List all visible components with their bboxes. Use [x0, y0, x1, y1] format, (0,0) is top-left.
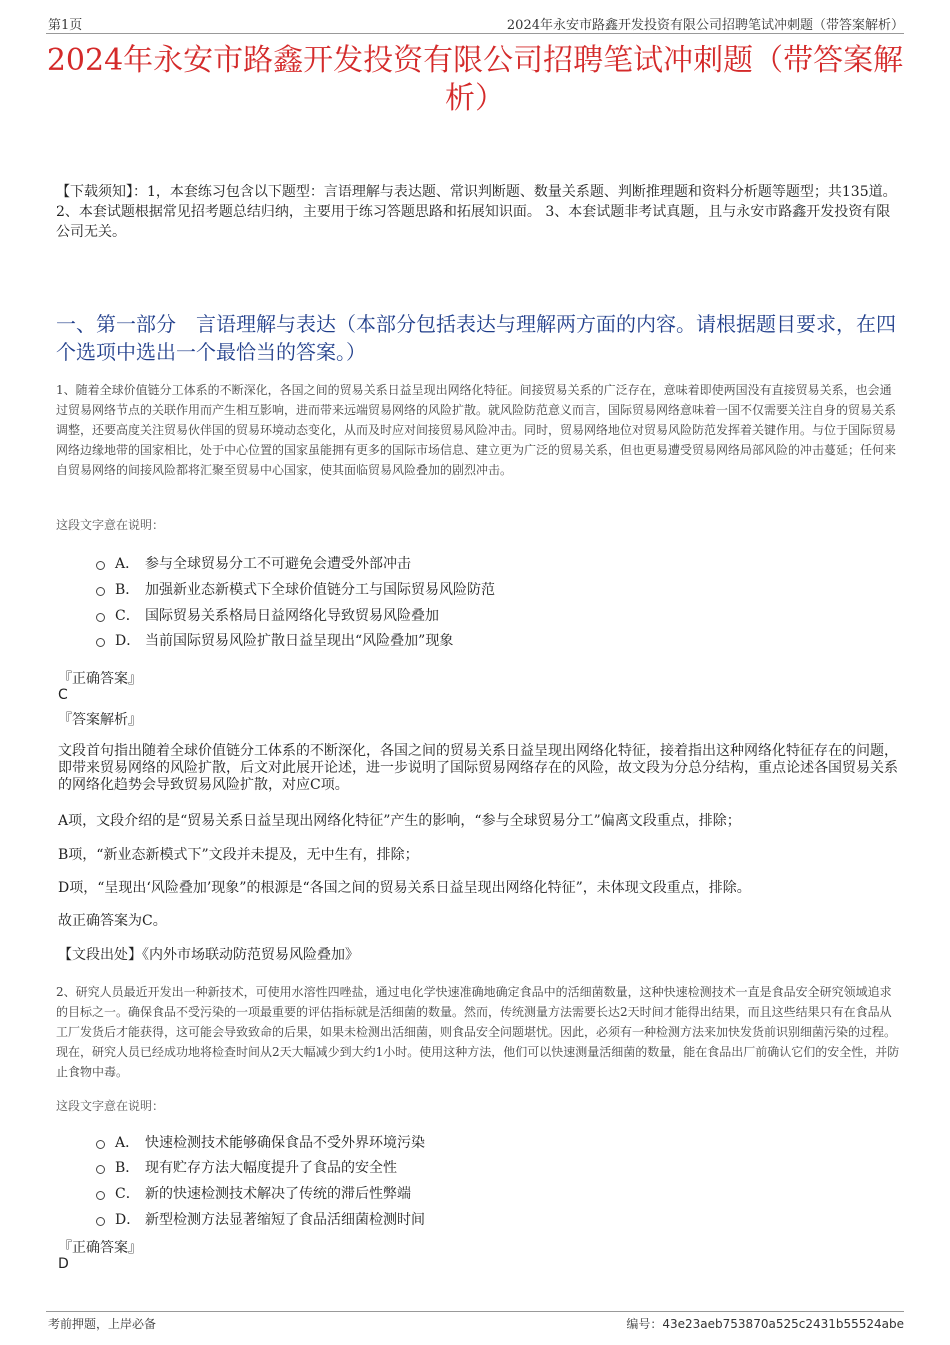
radio-icon[interactable] — [96, 1140, 105, 1149]
question-1-analysis-label: 『答案解析』 — [58, 712, 142, 728]
footer-divider — [46, 1311, 904, 1312]
option-letter: C． — [115, 608, 140, 624]
option-letter: D． — [115, 1212, 141, 1228]
header-doc-title: 2024年永安市路鑫开发投资有限公司招聘笔试冲刺题（带答案解析） — [506, 18, 904, 33]
radio-icon[interactable] — [96, 587, 105, 596]
option-letter: B． — [115, 582, 140, 598]
footer-slogan: 考前押题，上岸必备 — [48, 1317, 157, 1331]
footer-code — [626, 1315, 904, 1332]
question-1-analysis-summary: 文段首句指出随着全球价值链分工体系的不断深化，各国之间的贸易关系日益呈现出网络化特征，接着指出这种网络化特征存在的问题，即带来贸易网络的风险扩散，后文对此展开论述，进一步说明了国际贸易网络存在的风险，故文段为分总分结构，重点论述各国贸易关系的网络化趋势会导致贸易风险扩散，对应C项。 — [58, 743, 898, 793]
question-1-analysis-b: B项，“新业态新模式下”文段并未提及，无中生有，排除； — [58, 847, 419, 863]
question-1-option-d[interactable] — [96, 630, 453, 650]
header-divider — [46, 33, 904, 34]
question-1-source: 【文段出处】《内外市场联动防范贸易风险叠加》 — [58, 947, 359, 963]
footer-code-value: 43e23aeb753870a525c2431b55524abe — [662, 1317, 904, 1331]
radio-icon[interactable] — [96, 561, 105, 570]
document-title: 2024年永安市路鑫开发投资有限公司招聘笔试冲刺题（带答案解析） — [46, 43, 904, 116]
option-text: 新的快速检测技术解决了传统的滞后性弊端 — [145, 1186, 411, 1202]
option-text: 国际贸易关系格局日益网络化导致贸易风险叠加 — [145, 608, 439, 624]
question-2-option-b[interactable] — [96, 1157, 397, 1177]
option-letter: A． — [115, 1135, 140, 1151]
question-1-analysis-a: A项，文段介绍的是“贸易关系日益呈现出网络化特征”产生的影响，“参与全球贸易分工”偏离文段重点，排除； — [58, 813, 741, 829]
question-2-answer: D — [58, 1256, 69, 1272]
question-2-option-c[interactable] — [96, 1183, 411, 1203]
question-1-option-c[interactable] — [96, 605, 439, 625]
question-2-option-a[interactable] — [96, 1132, 425, 1152]
page-number: 第1页 — [48, 18, 83, 33]
question-2-passage: 2、研究人员最近开发出一种新技术，可使用水溶性四唑盐，通过电化学快速准确地确定食品中的活细菌数量，这种快速检测技术一直是食品安全研究领域追求的目标之一。确保食品不受污染的一项最重要的评估指标就是活细菌的数量。然而，传统测量方法需要长达2天时间才能得出结果，而且这些结果只有在食品从工厂发货后才能获得，这可能会导致致命的后果，如果未检测出活细菌，则食品安全问题堪忧。因此，必须有一种检测方法来加快发货前识别细菌污染的过程。现在，研究人员已经成功地将检查时间从2天大幅减少到大约1小时。使用这种方法，他们可以快速测量活细菌的数量，能在食品出厂前确认它们的安全性，并防止食物中毒。 — [56, 985, 900, 1079]
option-letter: B． — [115, 1160, 140, 1176]
radio-icon[interactable] — [96, 1165, 105, 1174]
radio-icon[interactable] — [96, 613, 105, 622]
radio-icon[interactable] — [96, 1191, 105, 1200]
radio-icon[interactable] — [96, 1217, 105, 1226]
option-text: 加强新业态新模式下全球价值链分工与国际贸易风险防范 — [145, 582, 495, 598]
question-1-answer-label: 『正确答案』 — [58, 671, 142, 687]
question-1-analysis-d: D项，“呈现出‘风险叠加’现象”的根源是“各国之间的贸易关系日益呈现出网络化特征”，未体现文段重点，排除。 — [58, 880, 751, 896]
question-2-option-d[interactable] — [96, 1209, 425, 1229]
question-1-option-b[interactable] — [96, 579, 495, 599]
section-title: 一、第一部分 言语理解与表达（本部分包括表达与理解两方面的内容。请根据题目要求，在四个选项中选出一个最恰当的答案。） — [56, 312, 896, 364]
question-1-option-a[interactable] — [96, 553, 411, 573]
option-text: 当前国际贸易风险扩散日益呈现出“风险叠加”现象 — [145, 633, 454, 649]
question-2-answer-label: 『正确答案』 — [58, 1240, 142, 1256]
question-1-analysis-conclusion: 故正确答案为C。 — [58, 913, 167, 929]
question-1-answer: C — [58, 687, 68, 703]
option-letter: D． — [115, 633, 141, 649]
question-2-prompt: 这段文字意在说明： — [56, 1099, 165, 1113]
option-letter: A． — [115, 556, 140, 572]
radio-icon[interactable] — [96, 638, 105, 647]
question-1-prompt: 这段文字意在说明： — [56, 518, 165, 532]
footer-code-label: 编号： — [626, 1317, 663, 1331]
option-text: 参与全球贸易分工不可避免会遭受外部冲击 — [145, 556, 411, 572]
option-text: 快速检测技术能够确保食品不受外界环境污染 — [145, 1135, 425, 1151]
question-1-passage: 1、随着全球价值链分工体系的不断深化，各国之间的贸易关系日益呈现出网络化特征。间接贸易关系的广泛存在，意味着即使两国没有直接贸易关系，也会通过贸易网络节点的关联作用而产生相互影响，进而带来远端贸易网络的风险扩散。就风险防范意义而言，国际贸易网络意味着一国不仅需要关注自身的贸易关系调整，还要高度关注贸易伙伴国的贸易环境动态变化，从而及时应对间接贸易风险冲击。同时，贸易网络地位对贸易风险防范发挥着关键作用。与位于国际贸易网络边缘地带的国家相比，处于中心位置的国家虽能拥有更多的国际市场信息、建立更为广泛的贸易关系，但也更易遭受贸易网络局部风险的冲击蔓延；任何来自贸易网络的间接风险都将汇聚至贸易中心国家，使其面临贸易风险叠加的剧烈冲击。 — [56, 383, 897, 477]
download-notice: 【下载须知】：1，本套练习包含以下题型：言语理解与表达题、常识判断题、数量关系题、判断推理题和资料分析题等题型；共135道。 2、本套试题根据常见招考题总结归纳，主要用于练习答题思路和拓展知识面。 3、本套试题非考试真题，且与永安市路鑫开发投资有限公司无关。 — [56, 184, 897, 240]
option-letter: C． — [115, 1186, 140, 1202]
option-text: 现有贮存方法大幅度提升了食品的安全性 — [145, 1160, 397, 1176]
option-text: 新型检测方法显著缩短了食品活细菌检测时间 — [145, 1212, 425, 1228]
